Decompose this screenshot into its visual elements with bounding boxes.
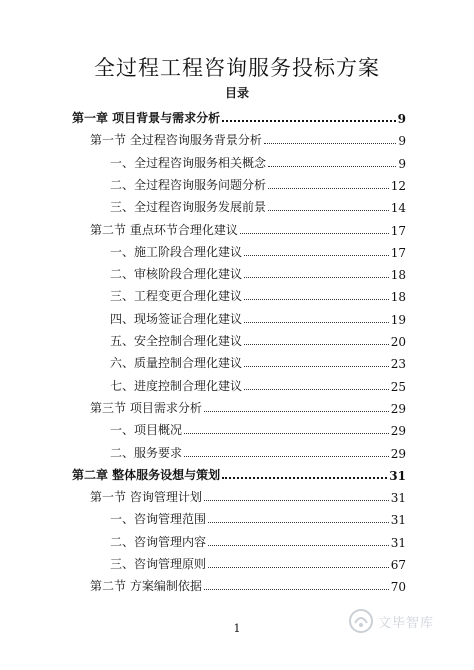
toc-entry[interactable] bbox=[110, 351, 406, 371]
toc-entry[interactable] bbox=[90, 574, 406, 594]
toc-entry-label: 六、质量控制合理化建议 bbox=[110, 356, 243, 371]
toc-entry[interactable] bbox=[110, 284, 406, 304]
toc-entry[interactable] bbox=[110, 552, 406, 572]
toc-entry-label: 二、咨询管理内容 bbox=[110, 534, 207, 549]
toc-leader-dots bbox=[208, 522, 389, 523]
toc-entry-page: 19 bbox=[390, 312, 406, 327]
toc-entry[interactable] bbox=[72, 106, 406, 126]
toc-entry-page: 29 bbox=[390, 446, 406, 461]
document-title: 全过程工程咨询服务投标方案 bbox=[94, 56, 380, 80]
toc-entry[interactable] bbox=[90, 485, 406, 505]
toc-leader-dots bbox=[268, 188, 389, 189]
toc-entry[interactable] bbox=[110, 195, 406, 215]
toc-entry-page: 31 bbox=[389, 468, 406, 483]
toc-leader-dots bbox=[268, 210, 389, 211]
toc-leader-dots bbox=[244, 255, 389, 256]
toc-leader-dots bbox=[204, 500, 389, 501]
toc-entry-page: 29 bbox=[390, 401, 406, 416]
toc-entry-page: 17 bbox=[390, 245, 406, 260]
toc-entry-page: 29 bbox=[390, 424, 406, 439]
toc-entry-label: 四、现场签证合理化建议 bbox=[110, 311, 243, 326]
toc-leader-dots bbox=[208, 567, 389, 568]
toc-entry-page: 31 bbox=[390, 491, 406, 506]
toc-entry-page: 31 bbox=[390, 513, 406, 528]
toc-entry-label: 三、全过程咨询服务发展前景 bbox=[110, 200, 267, 215]
toc-entry-label: 第三节 项目需求分析 bbox=[90, 400, 202, 415]
toc-entry-label: 一、施工阶段合理化建议 bbox=[110, 244, 243, 259]
toc-entry[interactable] bbox=[110, 329, 406, 349]
toc-entry-page: 18 bbox=[390, 290, 406, 305]
toc-entry-page: 17 bbox=[390, 223, 406, 238]
toc-leader-dots bbox=[268, 166, 396, 167]
toc-entry-page: 31 bbox=[390, 535, 406, 550]
toc-entry-page: 18 bbox=[390, 268, 406, 283]
logo-icon bbox=[348, 608, 374, 634]
toc-leader-dots bbox=[184, 433, 389, 434]
toc-entry-page: 9 bbox=[398, 156, 406, 171]
page-number: 1 bbox=[233, 622, 241, 635]
toc-leader-dots bbox=[208, 545, 389, 546]
toc-entry[interactable] bbox=[110, 418, 406, 438]
toc-entry-label: 三、工程变更合理化建议 bbox=[110, 289, 243, 304]
toc-entry-label: 第二节 重点环节合理化建议 bbox=[90, 222, 238, 237]
toc-entry[interactable] bbox=[90, 128, 406, 148]
toc-entry-label: 二、服务要求 bbox=[110, 445, 183, 460]
toc-leader-dots bbox=[264, 143, 397, 144]
toc-entry-label: 第二节 方案编制依据 bbox=[90, 579, 202, 594]
toc-entry-label: 一、项目概况 bbox=[110, 423, 183, 438]
toc-entry-label: 七、进度控制合理化建议 bbox=[110, 378, 243, 393]
toc-entry-page: 23 bbox=[390, 357, 406, 372]
toc-entry-label: 第一章 项目背景与需求分析 bbox=[72, 111, 221, 125]
toc-entry[interactable] bbox=[110, 262, 406, 282]
toc-entry-page: 70 bbox=[390, 580, 406, 595]
toc-entry-label: 一、咨询管理范围 bbox=[110, 512, 207, 527]
toc-leader-dots bbox=[244, 366, 389, 367]
toc-entry-page: 25 bbox=[390, 379, 406, 394]
toc-leader-dots bbox=[184, 456, 389, 457]
toc-leader-dots bbox=[240, 233, 389, 234]
toc-entry[interactable] bbox=[110, 151, 406, 171]
watermark bbox=[348, 606, 466, 636]
toc-entry[interactable] bbox=[110, 441, 406, 461]
toc-entry[interactable] bbox=[110, 307, 406, 327]
toc-entry-label: 五、安全控制合理化建议 bbox=[110, 334, 243, 348]
toc-entry[interactable] bbox=[90, 218, 406, 238]
toc-entry-label: 一、全过程咨询服务相关概念 bbox=[110, 155, 267, 170]
toc-entry-label: 第一节 咨询管理计划 bbox=[90, 490, 202, 505]
toc-entry[interactable] bbox=[110, 507, 406, 527]
toc-leader-dots bbox=[244, 299, 389, 300]
toc-leader-dots bbox=[244, 322, 389, 323]
toc-entry-page: 9 bbox=[397, 112, 406, 126]
toc-entry-page: 20 bbox=[390, 335, 406, 349]
toc-leader-dots bbox=[204, 589, 389, 590]
toc-entry[interactable] bbox=[72, 463, 406, 483]
toc-heading: 目录 bbox=[224, 86, 249, 100]
toc-entry[interactable] bbox=[110, 530, 406, 550]
toc-entry-label: 第二章 整体服务设想与策划 bbox=[72, 467, 221, 482]
toc-entry-page: 9 bbox=[398, 134, 406, 149]
toc-leader-dots bbox=[222, 120, 395, 122]
toc-entry[interactable] bbox=[110, 374, 406, 394]
watermark-text: 文毕智库 bbox=[378, 615, 435, 631]
toc-entry-label: 三、咨询管理原则 bbox=[110, 557, 207, 571]
toc-entry[interactable] bbox=[90, 396, 406, 416]
toc-entry-label: 二、审核阶段合理化建议 bbox=[110, 267, 243, 282]
toc-entry[interactable] bbox=[110, 173, 406, 193]
toc-entry-page: 14 bbox=[390, 201, 406, 216]
toc-leader-dots bbox=[204, 411, 389, 412]
toc-leader-dots bbox=[222, 477, 387, 479]
toc-leader-dots bbox=[244, 344, 389, 345]
toc-entry-page: 67 bbox=[390, 558, 406, 572]
toc-entry-label: 第一节 全过程咨询服务背景分析 bbox=[90, 133, 262, 148]
toc-entry-label: 二、全过程咨询服务问题分析 bbox=[110, 177, 267, 192]
toc-leader-dots bbox=[244, 389, 389, 390]
toc-entry[interactable] bbox=[110, 240, 406, 260]
toc-entry-page: 12 bbox=[390, 178, 406, 193]
toc-leader-dots bbox=[244, 277, 389, 278]
